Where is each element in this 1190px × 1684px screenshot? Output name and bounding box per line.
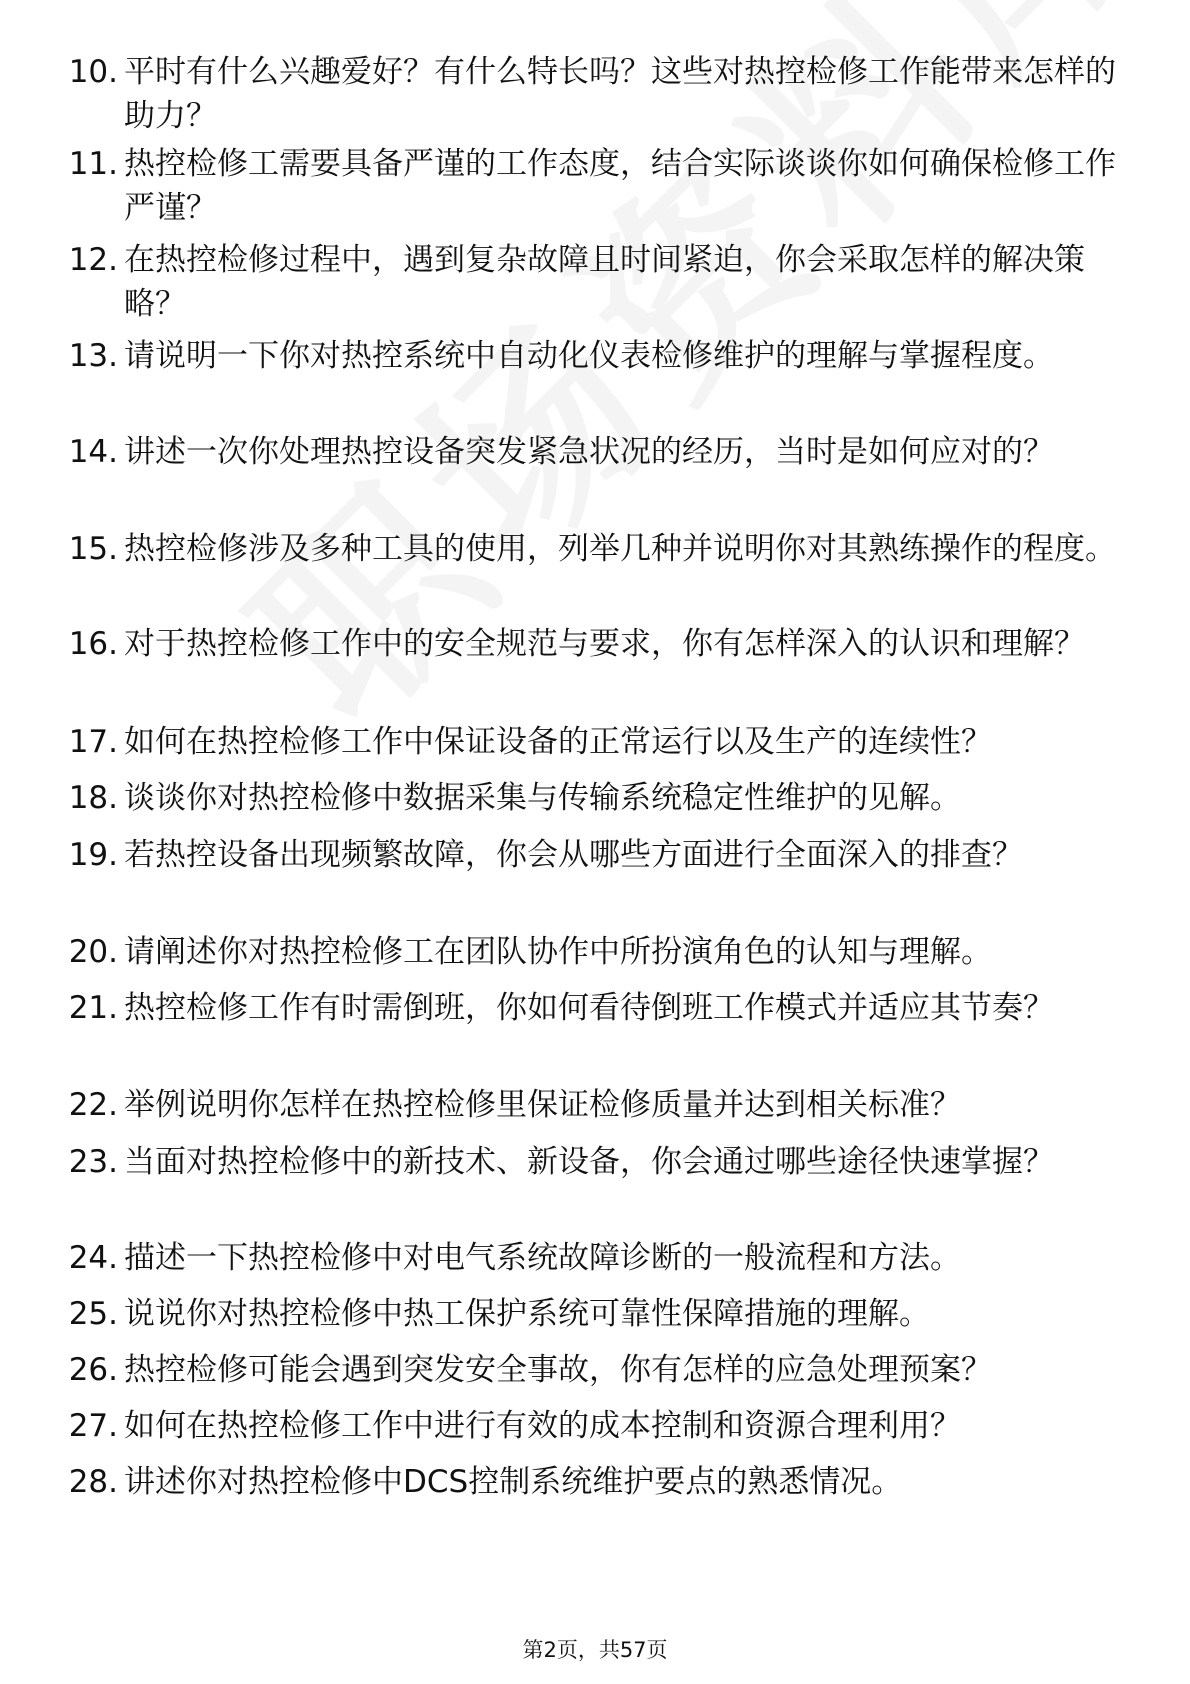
question-number: 15.: [68, 531, 118, 567]
question-number: 28.: [68, 1464, 118, 1500]
question-text: 平时有什么兴趣爱好？有什么特长吗？这些对热控检修工作能带来怎样的助力？: [124, 54, 1116, 134]
question-text: 热控检修可能会遇到突发安全事故，你有怎样的应急处理预案？: [124, 1352, 992, 1388]
question-text: 在热控检修过程中，遇到复杂故障且时间紧迫，你会采取怎样的解决策略？: [124, 242, 1085, 322]
question-text: 请说明一下你对热控系统中自动化仪表检修维护的理解与掌握程度。: [124, 338, 1054, 374]
question-number: 20.: [68, 934, 118, 970]
question-number: 10.: [68, 54, 118, 90]
question-text: 谈谈你对热控检修中数据采集与传输系统稳定性维护的见解。: [124, 780, 961, 816]
question-text: 热控检修工作有时需倒班，你如何看待倒班工作模式并适应其节奏？: [124, 990, 1054, 1026]
question-text: 如何在热控检修工作中进行有效的成本控制和资源合理利用？: [124, 1408, 961, 1444]
question-text: 如何在热控检修工作中保证设备的正常运行以及生产的连续性？: [124, 724, 992, 760]
question-text: 热控检修工需要具备严谨的工作态度，结合实际谈谈你如何确保检修工作严谨？: [124, 146, 1116, 226]
question-number: 26.: [68, 1352, 118, 1388]
question-text: 说说你对热控检修中热工保护系统可靠性保障措施的理解。: [124, 1296, 930, 1332]
question-text: 请阐述你对热控检修工在团队协作中所扮演角色的认知与理解。: [124, 934, 992, 970]
question-text: 当面对热控检修中的新技术、新设备，你会通过哪些途径快速掌握？: [124, 1144, 1054, 1180]
question-text: 热控检修涉及多种工具的使用，列举几种并说明你对其熟练操作的程度。: [124, 531, 1116, 567]
page-footer: 第2页，共57页: [522, 1638, 668, 1662]
question-text: 讲述你对热控检修中DCS控制系统维护要点的熟悉情况。: [124, 1464, 903, 1500]
question-number: 25.: [68, 1296, 118, 1332]
question-number: 23.: [68, 1144, 118, 1180]
question-number: 12.: [68, 242, 118, 278]
question-number: 13.: [68, 338, 118, 374]
question-number: 17.: [68, 724, 118, 760]
question-number: 22.: [68, 1087, 118, 1123]
question-text: 举例说明你怎样在热控检修里保证检修质量并达到相关标准？: [124, 1087, 961, 1123]
question-number: 16.: [68, 626, 118, 662]
question-text: 描述一下热控检修中对电气系统故障诊断的一般流程和方法。: [124, 1240, 961, 1276]
question-number: 14.: [68, 434, 118, 470]
question-text: 若热控设备出现频繁故障，你会从哪些方面进行全面深入的排查？: [124, 837, 1023, 873]
question-number: 19.: [68, 837, 118, 873]
question-text: 对于热控检修工作中的安全规范与要求，你有怎样深入的认识和理解？: [124, 626, 1085, 662]
question-number: 24.: [68, 1240, 118, 1276]
question-number: 18.: [68, 780, 118, 816]
question-number: 11.: [68, 146, 118, 182]
question-number: 21.: [68, 990, 118, 1026]
question-text: 讲述一次你处理热控设备突发紧急状况的经历，当时是如何应对的？: [124, 434, 1054, 470]
question-number: 27.: [68, 1408, 118, 1444]
